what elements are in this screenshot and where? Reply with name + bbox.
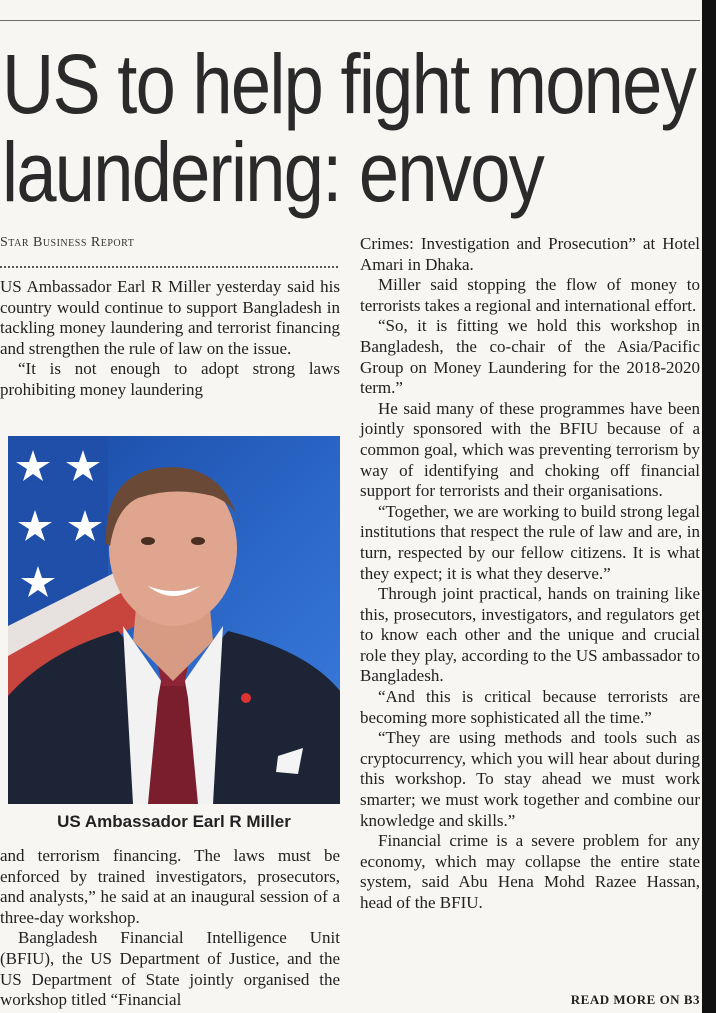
read-more-link[interactable]: READ MORE ON B3 (570, 992, 700, 1007)
paragraph: “It is not enough to adopt strong laws prohibiting money laundering (0, 359, 340, 399)
column-left-bottom (0, 846, 340, 1011)
paragraph: “So, it is fitting we hold this workshop in Bangladesh, the co-chair of the Asia/Pacific Group on Money Laundering for the 2018-2020 term.” (360, 316, 700, 398)
top-strip-cropped-text (0, 0, 700, 8)
paragraph: “Together, we are working to build strong legal institutions that respect the rule of law and are, in turn, respected by our fellow citizens. It is what they expect; it is what they deserve.” (360, 501, 700, 583)
byline: Star Business Report (0, 235, 135, 250)
paragraph: US Ambassador Earl R Miller yesterday said his country would continue to support Bangladesh in tackling money laundering and terrorist financing and strengthen the rule of law on the issue. (0, 277, 340, 358)
paragraph: He said many of these programmes have been jointly sponsored with the BFIU because of a common goal, which was preventing terrorism by way of identifying and choking off financial support for terrorists and their organisations. (360, 398, 700, 501)
photo-caption: US Ambassador Earl R Miller (57, 812, 291, 831)
left-eye (141, 537, 155, 545)
paragraph: Miller said stopping the flow of money to terrorists takes a regional and international effort. (360, 275, 700, 315)
paragraph: “They are using methods and tools such as cryptocurrency, which you will hear about during this workshop. To stay ahead we must work smarter; we must work together and combine our knowledge and skills.” (360, 728, 700, 830)
right-eye (191, 537, 205, 545)
lapel-pin (241, 693, 251, 703)
top-rule (0, 20, 700, 21)
portrait-illustration (8, 436, 340, 804)
headline-line-1: US to help fight money (2, 37, 695, 131)
paragraph: “And this is critical because terrorists are becoming more sophisticated all the time.” (360, 687, 700, 727)
paragraph: and terrorism financing. The laws must be enforced by trained investigators, prosecutors, and analysts,” he said at an inaugural session of a three-day workshop. (0, 846, 340, 927)
paragraph: Bangladesh Financial Intelligence Unit (BFIU), the US Department of Justice, and the US Department of State jointly organised the workshop titled “Financial (0, 928, 340, 1010)
column-right (360, 234, 700, 914)
paragraph: Financial crime is a severe problem for any economy, which may collapse the entire state system, said Abu Hena Mohd Razee Hassan, head of the BFIU. (360, 831, 700, 912)
column-left-top (0, 277, 340, 401)
paragraph: Crimes: Investigation and Prosecution” at Hotel Amari in Dhaka. (360, 234, 700, 274)
page-edge-shadow (702, 0, 716, 1013)
paragraph: Through joint practical, hands on training like this, prosecutors, investigators, and regulators get to know each other and the unique and crucial role they play, according to the US ambassador to Bangladesh. (360, 584, 700, 686)
headline-line-2: laundering: envoy (2, 125, 544, 219)
ambassador-photo (8, 436, 340, 804)
byline-divider (0, 266, 338, 268)
headline (2, 37, 695, 219)
